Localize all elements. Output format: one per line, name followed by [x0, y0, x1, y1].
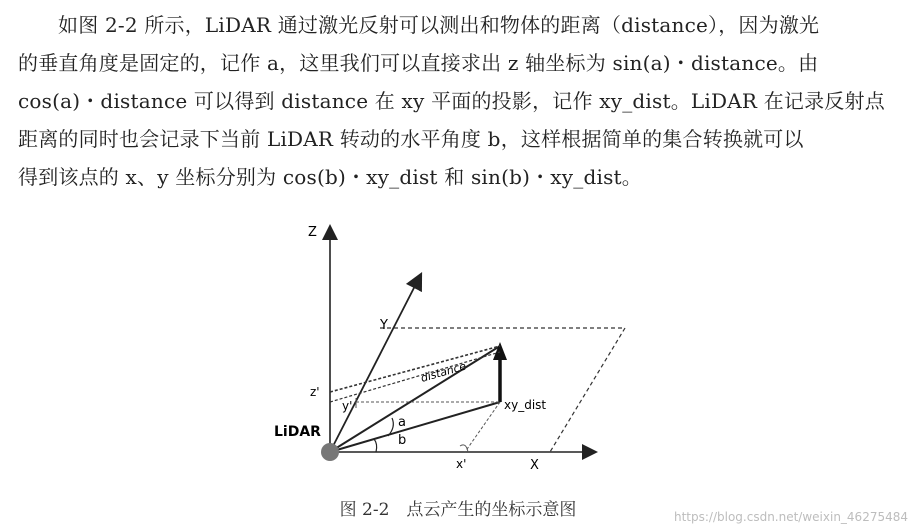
angle-b-arc [374, 439, 377, 452]
angle-b-label: b [398, 433, 407, 448]
axis-z-label: Z [308, 225, 317, 240]
xy-dist-label: xy_dist [504, 398, 547, 412]
angle-a-label: a [398, 415, 406, 430]
lidar-dot [321, 443, 339, 461]
x-prime-arc [460, 445, 468, 452]
x-prime-guide [465, 402, 500, 452]
distance-label: distance [419, 359, 468, 385]
z-prime-guide [330, 346, 500, 392]
lidar-label: LiDAR [274, 424, 321, 440]
xy-plane-outline [380, 328, 625, 452]
paragraph-line-2: 的垂直角度是固定的，记作 a，这里我们可以直接求出 z 轴坐标为 sin(a)・distance。由 [18, 51, 819, 75]
paragraph-line-4: 距离的同时也会记录下当前 LiDAR 转动的水平角度 b，这样根据简单的集合转换就可以 [18, 127, 804, 151]
z-prime-label: z' [310, 385, 320, 399]
y-prime-label: y' [342, 399, 353, 413]
axis-x-label: X [530, 458, 539, 473]
paragraph-line-1: 如图 2-2 所示，LiDAR 通过激光反射可以测出和物体的距离（distance），因为激光 [58, 13, 820, 37]
coordinate-diagram [260, 212, 660, 482]
height-arrow-head [493, 342, 507, 360]
axis-y-label: Y [380, 318, 388, 333]
z-prime-guide-2 [330, 352, 500, 402]
paragraph-line-3: cos(a)・distance 可以得到 distance 在 xy 平面的投影，记作 xy_dist。LiDAR 在记录反射点 [18, 89, 885, 113]
figure-caption: 图 2-2 点云产生的坐标示意图 [339, 500, 577, 520]
x-prime-label: x' [456, 457, 467, 471]
paragraph [18, 6, 903, 196]
watermark: https://blog.csdn.net/weixin_46275484 [673, 510, 908, 524]
xy-dist-vector [330, 402, 500, 452]
paragraph-line-5: 得到该点的 x、y 坐标分别为 cos(b)・xy_dist 和 sin(b)・xy_dist。 [18, 165, 642, 189]
